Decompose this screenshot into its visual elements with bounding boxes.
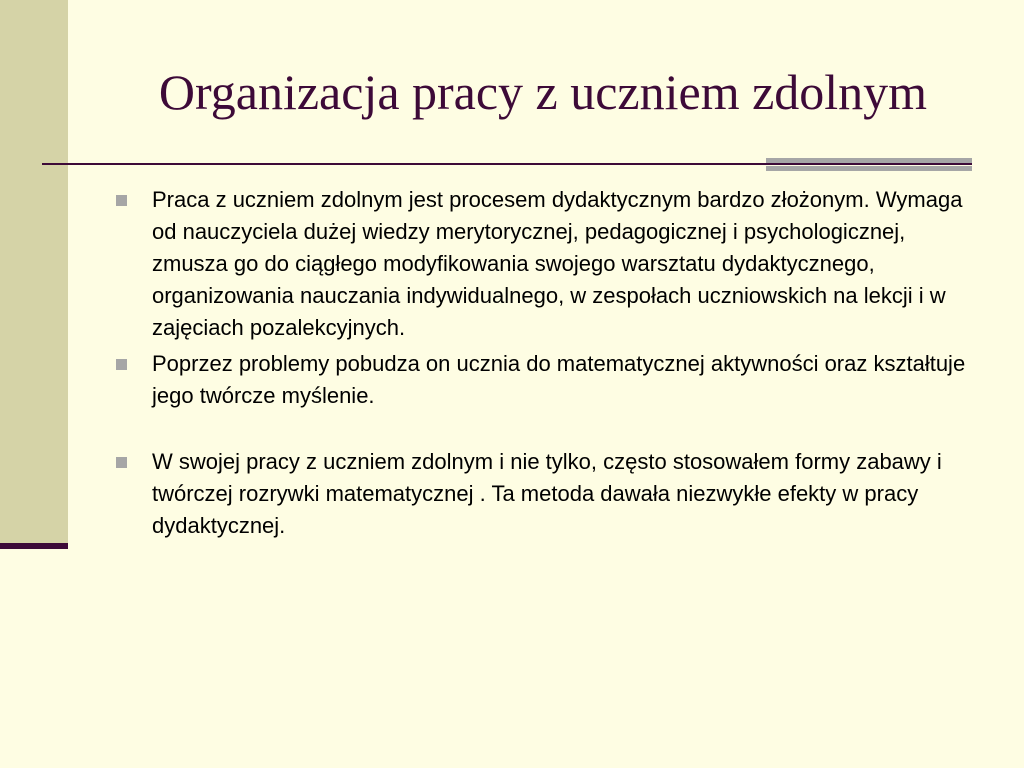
decorative-bar — [766, 158, 972, 163]
bullet-text: Poprzez problemy pobudza on ucznia do matematycznej aktywności oraz kształtuje jego twórcze myślenie. — [152, 351, 966, 408]
square-bullet-icon — [116, 195, 127, 206]
side-band — [0, 0, 68, 545]
bullet-item — [112, 446, 972, 542]
square-bullet-icon — [116, 457, 127, 468]
decorative-bars — [766, 158, 972, 174]
square-bullet-icon — [116, 359, 127, 370]
slide-body — [112, 184, 972, 546]
side-accent-bar — [0, 543, 68, 549]
bullet-item — [112, 348, 972, 412]
decorative-bar — [766, 166, 972, 171]
slide-title: Organizacja pracy z uczniem zdolnym — [158, 64, 928, 120]
bullet-item — [112, 184, 972, 344]
bullet-text: W swojej pracy z uczniem zdolnym i nie tylko, często stosowałem formy zabawy i twórczej rozrywki matematycznej . Ta metoda dawała niezwykłe efekty w pracy dydaktycznej. — [152, 449, 942, 538]
bullet-text: Praca z uczniem zdolnym jest procesem dydaktycznym bardzo złożonym. Wymaga od nauczyciela dużej wiedzy merytorycznej, pedagogicznej i psychologicznej, zmusza go do ciągłego modyfikowania swojego warsztatu dydaktycznego, organizowania nauczania indywidualnego, w zespołach uczniowskich na lekcji i w zajęciach pozalekcyjnych. — [152, 187, 963, 340]
